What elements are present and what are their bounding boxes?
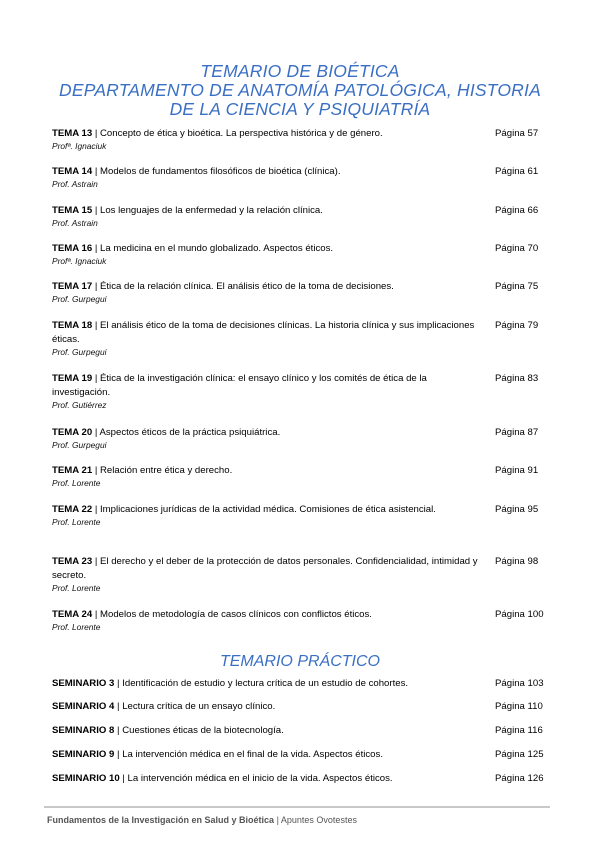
tema-code: TEMA 24 bbox=[52, 609, 93, 620]
seminario-page: Página 125 bbox=[495, 749, 544, 760]
tema-professor: Prof. Gutiérrez bbox=[52, 400, 107, 410]
tema-code: TEMA 16 bbox=[52, 243, 93, 254]
tema-code: TEMA 17 bbox=[52, 281, 93, 292]
tema-page: Página 87 bbox=[495, 427, 539, 438]
tema-text: | El derecho y el deber de la protección de datos personales. Confidencialidad, intimidad y secreto. bbox=[52, 556, 478, 581]
seminario-entry bbox=[52, 677, 552, 691]
tema-entry bbox=[52, 426, 552, 451]
seminario-entry bbox=[52, 748, 552, 762]
tema-professor: Prof. Lorente bbox=[52, 622, 101, 632]
tema-page: Página 61 bbox=[495, 166, 539, 177]
tema-entry bbox=[52, 204, 552, 229]
tema-page: Página 57 bbox=[495, 128, 539, 139]
tema-professor: Prof. Gurpegui bbox=[52, 440, 107, 450]
tema-professor: Prof. Lorente bbox=[52, 583, 101, 593]
tema-page: Página 95 bbox=[495, 504, 539, 515]
seminario-code: SEMINARIO 4 bbox=[52, 701, 115, 712]
title-line-1: TEMARIO DE BIOÉTICA bbox=[200, 61, 400, 81]
tema-page: Página 91 bbox=[495, 465, 539, 476]
tema-entry bbox=[52, 372, 552, 411]
tema-text: | Ética de la relación clínica. El análisis ético de la toma de decisiones. bbox=[92, 281, 394, 292]
tema-page: Página 70 bbox=[495, 243, 539, 254]
tema-page: Página 66 bbox=[495, 205, 539, 216]
seminario-page: Página 126 bbox=[495, 773, 544, 784]
practico-title: TEMARIO PRÁCTICO bbox=[219, 653, 380, 670]
footer-course: Fundamentos de la Investigación en Salud y Bioética bbox=[47, 815, 275, 825]
footer-source: | Apuntes Ovotestes bbox=[274, 815, 357, 825]
tema-entry bbox=[52, 503, 552, 528]
tema-code: TEMA 15 bbox=[52, 205, 93, 216]
tema-entry bbox=[52, 464, 552, 489]
tema-professor: Profª. Ignaciuk bbox=[52, 256, 107, 266]
tema-professor: Profª. Ignaciuk bbox=[52, 141, 107, 151]
title-line-3: DE LA CIENCIA Y PSIQUIATRÍA bbox=[169, 99, 431, 119]
tema-code: TEMA 18 bbox=[52, 320, 93, 331]
tema-entry bbox=[52, 608, 552, 633]
tema-professor: Prof. Astrain bbox=[52, 179, 98, 189]
tema-text: | El análisis ético de la toma de decisiones clínicas. La historia clínica y sus implicaciones éticas. bbox=[52, 320, 475, 345]
tema-page: Página 100 bbox=[495, 609, 544, 620]
tema-entry bbox=[52, 242, 552, 267]
tema-entry bbox=[52, 165, 552, 190]
seminario-text: | La intervención médica en el inicio de la vida. Aspectos éticos. bbox=[119, 773, 393, 784]
tema-page: Página 75 bbox=[495, 281, 539, 292]
document-title bbox=[0, 62, 600, 119]
title-line-2: DEPARTAMENTO DE ANATOMÍA PATOLÓGICA, HISTORIA bbox=[59, 80, 541, 100]
tema-entry bbox=[52, 127, 552, 152]
page-footer bbox=[47, 815, 357, 825]
seminario-text: | La intervención médica en el final de la vida. Aspectos éticos. bbox=[114, 749, 383, 760]
tema-professor: Prof. Gurpegui bbox=[52, 294, 107, 304]
tema-professor: Prof. Astrain bbox=[52, 218, 98, 228]
seminario-page: Página 110 bbox=[495, 701, 543, 712]
seminario-text: | Lectura crítica de un ensayo clínico. bbox=[114, 701, 276, 712]
seminario-page: Página 103 bbox=[495, 678, 544, 689]
seminario-code: SEMINARIO 10 bbox=[52, 773, 120, 784]
tema-text: | Concepto de ética y bioética. La perspectiva histórica y de género. bbox=[92, 128, 383, 139]
seminario-entry bbox=[52, 724, 552, 738]
seminario-text: | Identificación de estudio y lectura crítica de un estudio de cohortes. bbox=[114, 678, 409, 689]
tema-text: | Relación entre ética y derecho. bbox=[92, 465, 233, 476]
tema-text: | Los lenguajes de la enfermedad y la relación clínica. bbox=[92, 205, 323, 216]
tema-text: | Modelos de metodología de casos clínicos con conflictos éticos. bbox=[92, 609, 372, 620]
seminario-code: SEMINARIO 9 bbox=[52, 749, 115, 760]
tema-professor: Prof. Gurpegui bbox=[52, 347, 107, 357]
seminario-entry bbox=[52, 700, 552, 714]
tema-entry bbox=[52, 555, 552, 594]
tema-code: TEMA 23 bbox=[52, 556, 93, 567]
tema-code: TEMA 19 bbox=[52, 373, 93, 384]
seminario-text: | Cuestiones éticas de la biotecnología. bbox=[114, 725, 284, 736]
seminario-entry bbox=[52, 772, 552, 786]
tema-text: | Implicaciones jurídicas de la actividad médica. Comisiones de ética asistencial. bbox=[92, 504, 436, 515]
seminario-code: SEMINARIO 3 bbox=[52, 678, 115, 689]
tema-code: TEMA 20 bbox=[52, 427, 93, 438]
seminario-code: SEMINARIO 8 bbox=[52, 725, 115, 736]
tema-entry bbox=[52, 280, 552, 305]
tema-code: TEMA 21 bbox=[52, 465, 93, 476]
tema-code: TEMA 22 bbox=[52, 504, 93, 515]
footer-divider bbox=[44, 806, 550, 808]
tema-text: | Aspectos éticos de la práctica psiquiátrica. bbox=[92, 427, 281, 438]
tema-professor: Prof. Lorente bbox=[52, 478, 101, 488]
tema-professor: Prof. Lorente bbox=[52, 517, 101, 527]
tema-page: Página 98 bbox=[495, 556, 539, 567]
tema-page: Página 79 bbox=[495, 320, 539, 331]
tema-code: TEMA 13 bbox=[52, 128, 93, 139]
tema-page: Página 83 bbox=[495, 373, 539, 384]
tema-code: TEMA 14 bbox=[52, 166, 93, 177]
seminario-page: Página 116 bbox=[495, 725, 543, 736]
tema-text: | Ética de la investigación clínica: el ensayo clínico y los comités de ética de la investigación. bbox=[52, 373, 427, 398]
tema-entry bbox=[52, 319, 552, 358]
tema-text: | Modelos de fundamentos filosóficos de bioética (clínica). bbox=[92, 166, 341, 177]
tema-text: | La medicina en el mundo globalizado. Aspectos éticos. bbox=[92, 243, 334, 254]
